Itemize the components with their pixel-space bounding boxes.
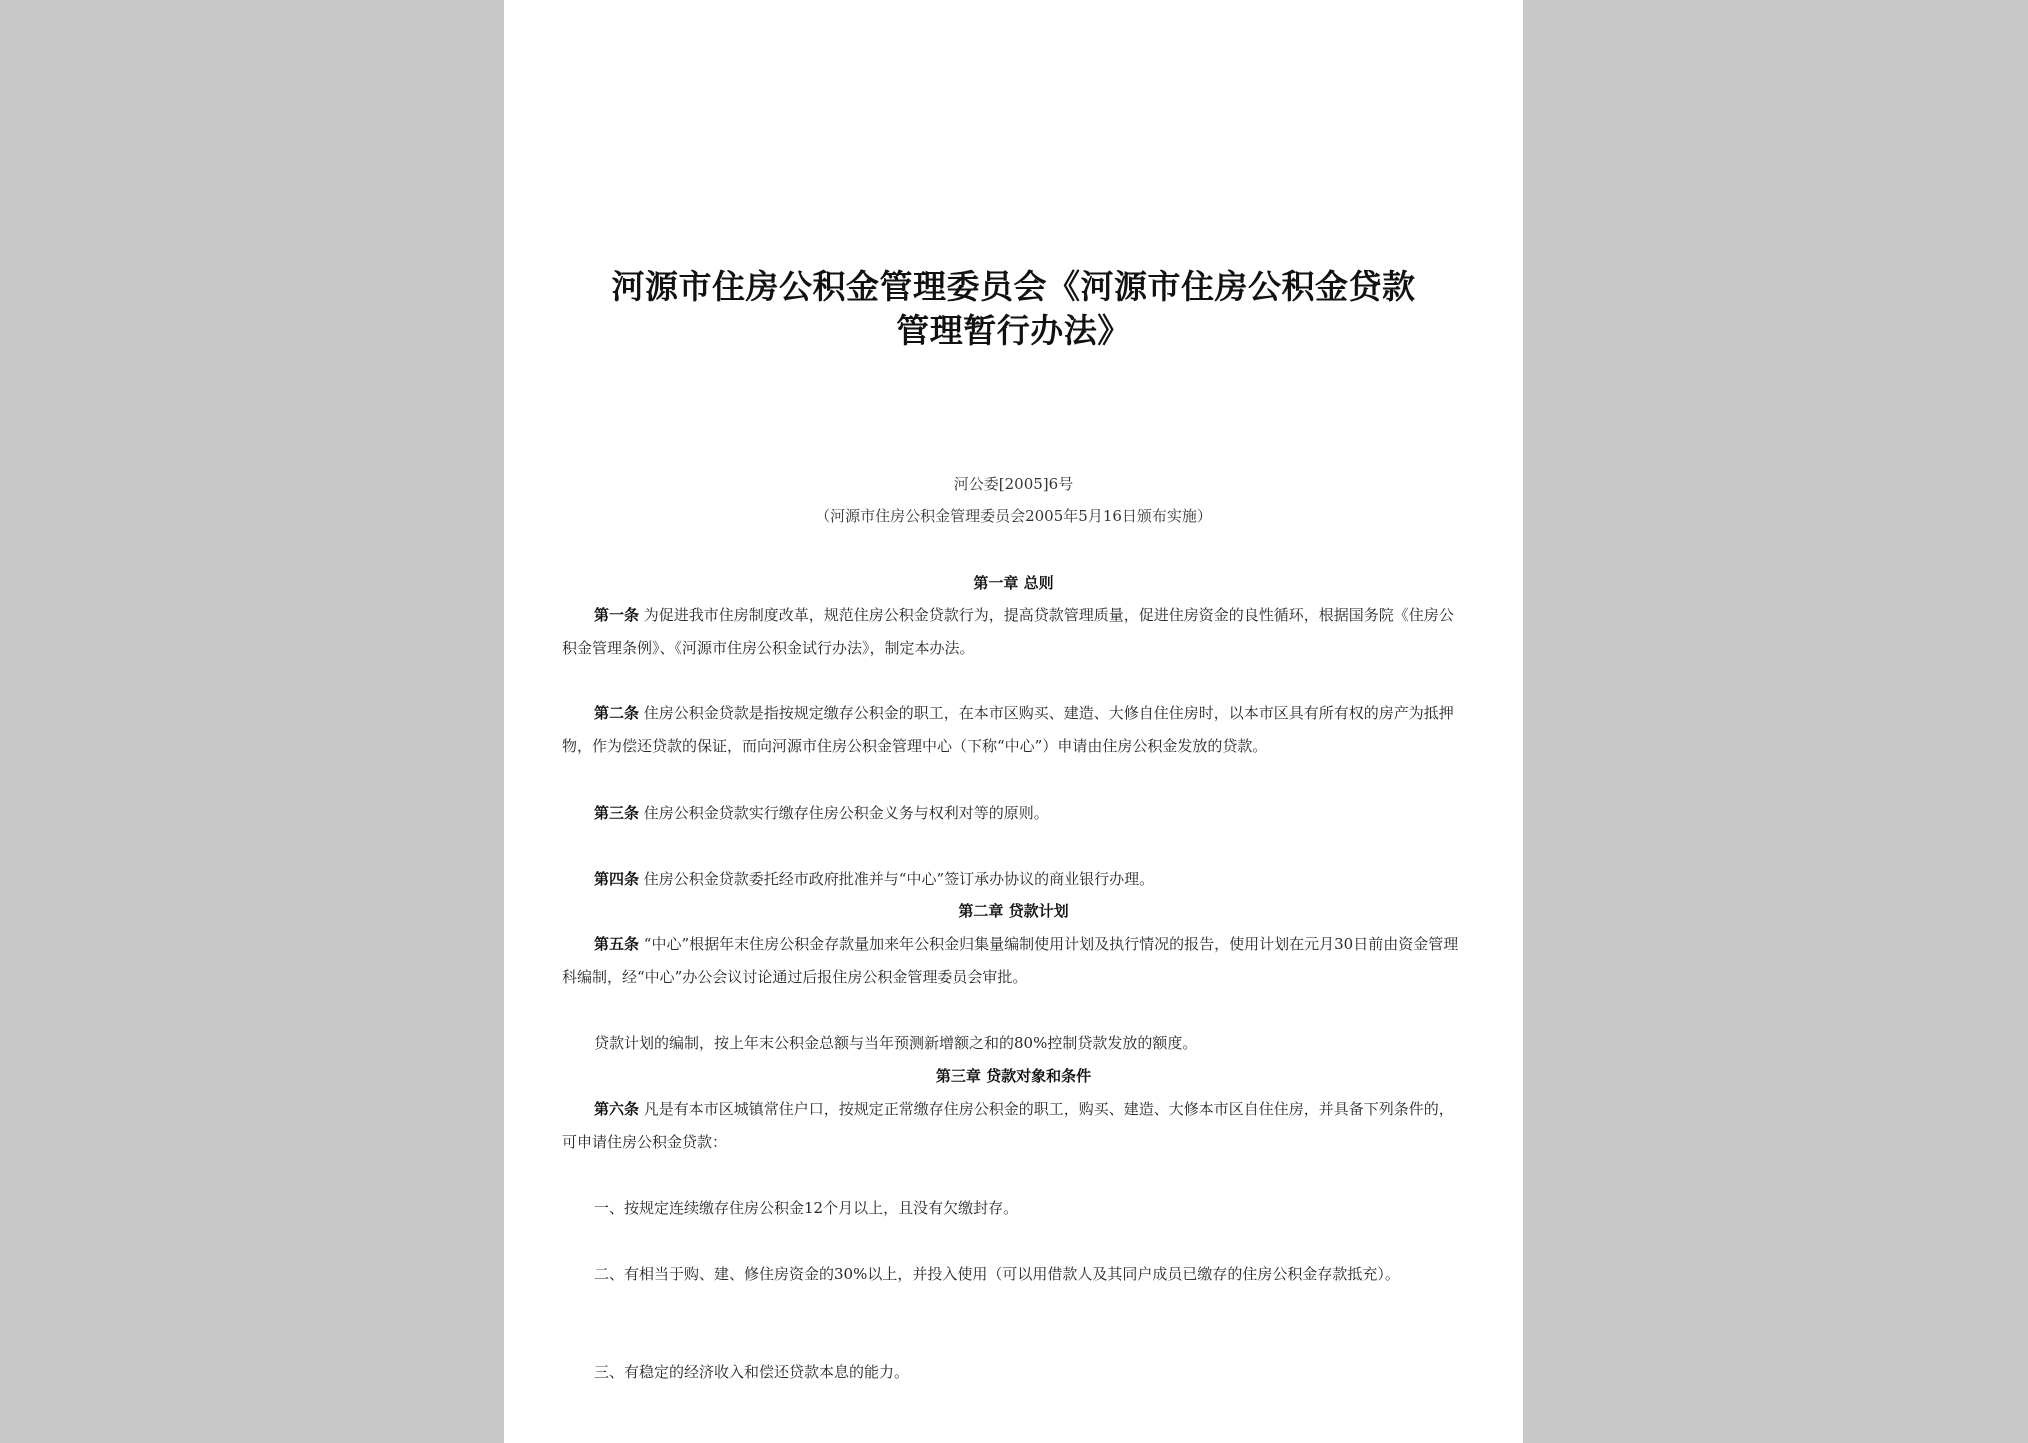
article-3-text: 住房公积金贷款实行缴存住房公积金义务与权利对等的原则。: [639, 804, 1049, 822]
condition-1: [562, 1192, 1462, 1225]
chapter-1-heading: 第一章 总则: [973, 574, 1054, 592]
document-title-line-1: 河源市住房公积金管理委员会《河源市住房公积金贷款: [611, 267, 1416, 306]
article-4-label: 第四条: [594, 870, 640, 888]
document-page: [504, 0, 1523, 1443]
condition-3-text: 三、有稳定的经济收入和偿还贷款本息的能力。: [594, 1363, 910, 1381]
article-3: [562, 797, 1462, 830]
chapter-2-heading: 第二章 贷款计划: [958, 902, 1069, 920]
article-5: [562, 928, 1462, 994]
article-5-budget-text: 贷款计划的编制，按上年末公积金总额与当年预测新增额之和的80%控制贷款发放的额度。: [594, 1034, 1198, 1052]
article-6-label: 第六条: [594, 1100, 640, 1118]
condition-1-text: 一、按规定连续缴存住房公积金12个月以上，且没有欠缴封存。: [594, 1199, 1019, 1217]
promulgation-note: （河源市住房公积金管理委员会2005年5月16日颁布实施）: [815, 507, 1212, 525]
article-1-text: 为促进我市住房制度改革，规范住房公积金贷款行为，提高贷款管理质量，促进住房资金的良性循环，根据国务院《住房公积金管理条例》、《河源市住房公积金试行办法》，制定本办法。: [562, 606, 1454, 657]
condition-2: [562, 1258, 1462, 1291]
document-title-line-2: 管理暂行办法》: [896, 311, 1131, 350]
article-4: [562, 863, 1462, 896]
article-2-text: 住房公积金贷款是指按规定缴存公积金的职工，在本市区购买、建造、大修自住住房时，以本市区具有所有权的房产为抵押物，作为偿还贷款的保证，而向河源市住房公积金管理中心（下称“中心”）申请由住房公积金发放的贷款。: [562, 704, 1454, 755]
article-4-text: 住房公积金贷款委托经市政府批准并与“中心”签订承办协议的商业银行办理。: [639, 870, 1155, 888]
article-6-text: 凡是有本市区城镇常住户口，按规定正常缴存住房公积金的职工，购买、建造、大修本市区自住住房，并具备下列条件的，可申请住房公积金贷款：: [562, 1100, 1454, 1151]
article-2: [562, 697, 1462, 763]
article-1-label: 第一条: [594, 606, 640, 624]
article-3-label: 第三条: [594, 804, 640, 822]
article-5-text: “中心”根据年末住房公积金存款量加来年公积金归集量编制使用计划及执行情况的报告，使用计划在元月30日前由资金管理科编制，经“中心”办公会议讨论通过后报住房公积金管理委员会审批。: [562, 935, 1459, 986]
condition-2-text: 二、有相当于购、建、修住房资金的30%以上，并投入使用（可以用借款人及其同户成员已缴存的住房公积金存款抵充）。: [594, 1265, 1400, 1283]
article-2-label: 第二条: [594, 704, 640, 722]
article-5-label: 第五条: [594, 935, 640, 953]
chapter-3-heading: 第三章 贷款对象和条件: [935, 1067, 1092, 1085]
document-number: 河公委[2005]6号: [953, 475, 1074, 493]
article-1: [562, 599, 1462, 665]
article-5-budget: [562, 1027, 1462, 1060]
condition-3: [562, 1356, 1462, 1389]
article-6: [562, 1093, 1462, 1159]
